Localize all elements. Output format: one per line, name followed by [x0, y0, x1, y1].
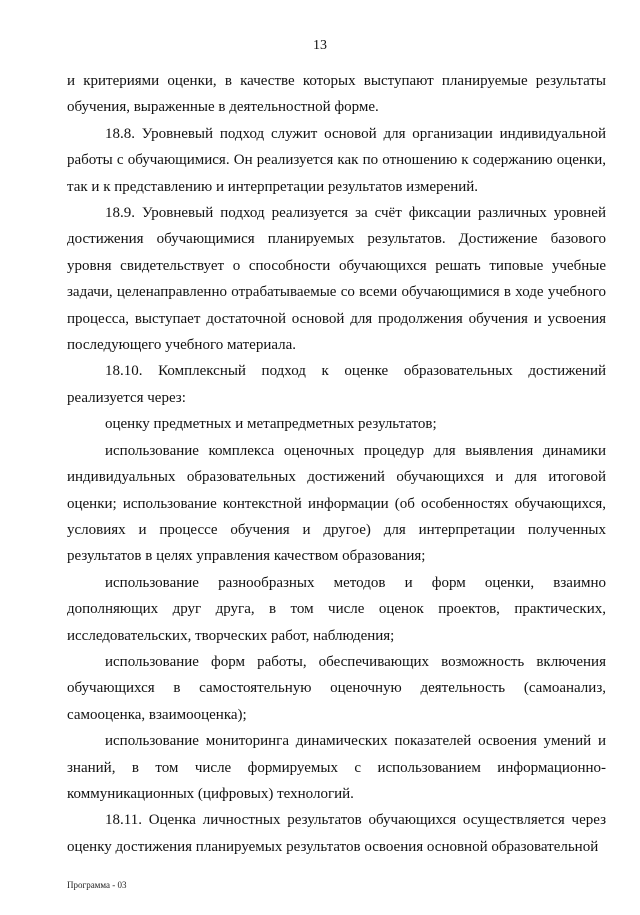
paragraph: 18.9. Уровневый подход реализуется за счёт фиксации различных уровней достижения обучающимися планируемых результатов. Достижение базового уровня свидетельствует о способности обучающихся решать типовые учебные задачи, целенаправленно отрабатываемые со всеми обучающимися в ходе учебного процесса, выступает достаточной основой для продолжения обучения и усвоения последующего учебного материала.: [67, 205, 606, 354]
footer-label: Программа - 03: [67, 880, 127, 890]
paragraph: использование комплекса оценочных процедур для выявления динамики индивидуальных образовательных достижений обучающихся и для итоговой оценки; использование контекстной информации (об особенностях обучающихся, условиях и процессе обучения и другое) для интерпретации полученных результатов в целях управления качеством образования;: [67, 442, 606, 565]
paragraph: использование форм работы, обеспечивающих возможность включения обучающихся в самостоятельную оценочную деятельность (самоанализ, самооценка, взаимооценка);: [67, 653, 606, 723]
paragraph: использование разнообразных методов и форм оценки, взаимно дополняющих друг друга, в том числе оценок проектов, практических, исследовательских, творческих работ, наблюдения;: [67, 574, 606, 644]
paragraph: 18.11. Оценка личностных результатов обучающихся осуществляется через оценку достижения планируемых результатов освоения основной образовательной: [67, 812, 606, 855]
document-body: [67, 68, 606, 860]
paragraph: 18.10. Комплексный подход к оценке образовательных достижений реализуется через:: [67, 363, 606, 406]
paragraph: 18.8. Уровневый подход служит основой для организации индивидуальной работы с обучающимися. Он реализуется как по отношению к содержанию оценки, так и к представлению и интерпретации результатов измерений.: [67, 125, 606, 195]
paragraph: и критериями оценки, в качестве которых выступают планируемые результаты обучения, выраженные в деятельностной форме.: [67, 73, 606, 116]
paragraph: использование мониторинга динамических показателей освоения умений и знаний, в том числе формируемых с использованием информационно-коммуникационных (цифровых) технологий.: [67, 733, 606, 802]
paragraph: оценку предметных и метапредметных результатов;: [105, 416, 437, 433]
page-number: 13: [313, 38, 327, 53]
